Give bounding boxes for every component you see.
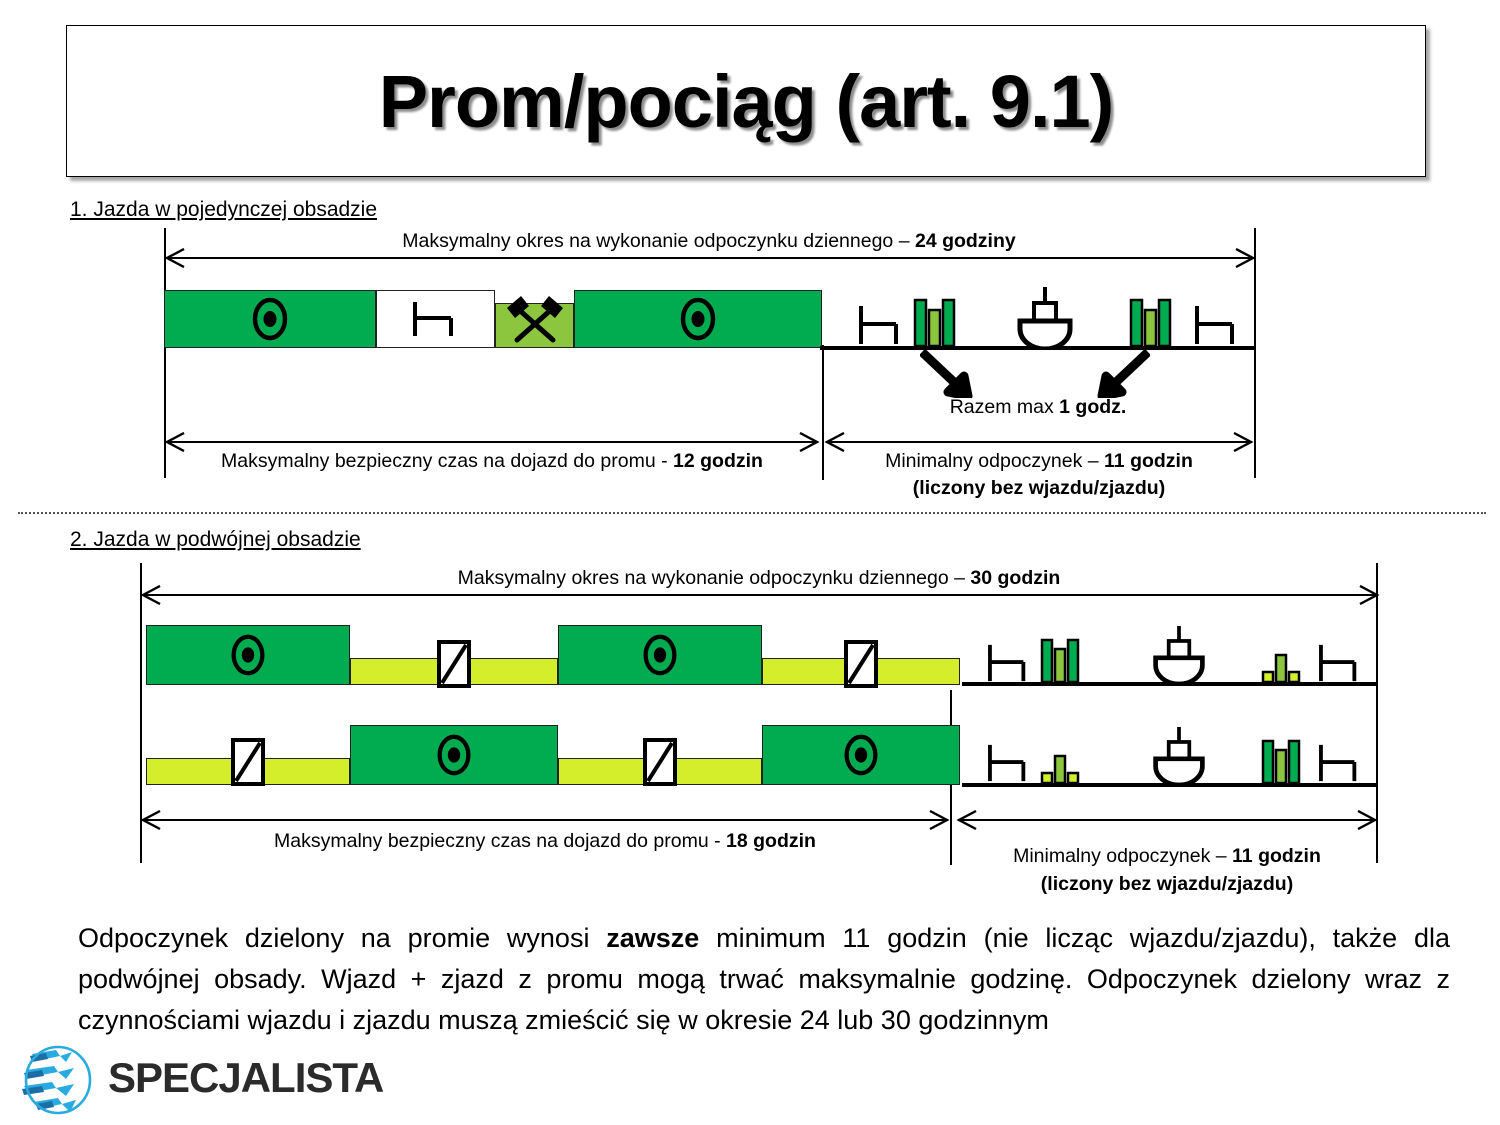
section1-segment-drive-1 — [164, 290, 376, 348]
section2-top-span-label: Maksymalny okres na wykonanie odpoczynku dziennego – 30 godzin — [457, 567, 1061, 589]
footer-paragraph-part2: minimum 11 godzin (nie licząc wjazdu/zjazdu), także dla podwójnej obsady. Wjazd + zjazd z promu mogą trwać maksymalnie godzinę. Odpoczynek dzielony wraz z czynnościami wjazdu i zjazdu muszą zmieścić się w okresie 24 lub 30 godzinnym — [78, 923, 1450, 1035]
steering-wheel-icon — [675, 296, 721, 342]
steering-wheel-icon — [638, 633, 682, 677]
section1-top-span-label: Maksymalny okres na wykonanie odpoczynku dziennego – 24 godziny — [402, 230, 1016, 252]
section2-row1-segment-drive-2 — [558, 625, 762, 685]
ferry-boat-icon — [1012, 287, 1078, 349]
section2-row1-segment-availability-2 — [762, 658, 960, 685]
logo-text: SPECJALISTA — [108, 1054, 384, 1101]
steering-wheel-icon — [839, 733, 883, 777]
brand-logo — [8, 1040, 384, 1120]
section2-row2-segment-availability-1 — [146, 758, 350, 785]
callout-arrow-right — [1090, 350, 1150, 398]
footer-paragraph-bold: zawsze — [606, 923, 700, 953]
callout-arrow-left — [920, 350, 980, 398]
section1-left-span-arrow — [164, 432, 820, 452]
section2-row2-segment-drive-2 — [762, 725, 960, 785]
section2-right-span-label: Minimalny odpoczynek – 11 godzin — [1013, 845, 1321, 867]
section2-top-span-arrow — [140, 585, 1380, 605]
slash-box-icon — [435, 639, 473, 689]
section2-row2-segment-drive-1 — [350, 725, 558, 785]
title-box — [66, 25, 1426, 177]
loading-bars-small-icon — [1261, 653, 1303, 684]
section1-segment-drive-2 — [574, 290, 822, 348]
bed-rest-icon — [856, 303, 908, 347]
section1-callout-label: Razem max 1 godz. — [949, 396, 1127, 418]
ferry-boat-icon — [1148, 727, 1210, 785]
steering-wheel-icon — [226, 633, 270, 677]
section-divider — [18, 512, 1486, 514]
bed-rest-icon — [409, 298, 463, 340]
slash-box-icon — [229, 737, 267, 787]
section1-segment-other-work-1 — [495, 303, 574, 348]
section2-row1-segment-availability-1 — [350, 658, 558, 685]
section1-right-span-label-line2: (liczony bez wjazdu/zjazdu) — [912, 477, 1166, 499]
section1-right-span-arrow — [824, 432, 1254, 452]
loading-bars-small-icon — [1040, 754, 1082, 785]
loading-bars-tall-icon — [1261, 739, 1303, 785]
loading-bars-icon — [1129, 298, 1173, 348]
section1-top-span-arrow — [164, 248, 1256, 268]
section2-right-span-arrow — [956, 810, 1378, 830]
section1-left-span-label: Maksymalny bezpieczny czas na dojazd do promu - 12 godzin — [221, 450, 763, 472]
bed-rest-icon — [985, 642, 1035, 684]
loading-bars-tall-icon — [1040, 638, 1082, 684]
slash-box-icon — [641, 737, 679, 787]
bed-rest-icon — [1316, 642, 1366, 684]
footer-paragraph-part1: Odpoczynek dzielony na promie wynosi — [78, 923, 607, 953]
section2-row2-segment-availability-2 — [558, 758, 762, 785]
section2-row1-segment-drive-1 — [146, 625, 350, 685]
steering-wheel-icon — [247, 296, 293, 342]
section2-left-span-arrow — [140, 810, 950, 830]
section-1-heading: 1. Jazda w pojedynczej obsadzie — [70, 198, 378, 221]
section1-right-span-label: Minimalny odpoczynek – 11 godzin — [885, 450, 1193, 472]
section1-segment-rest-1 — [376, 290, 495, 348]
steering-wheel-icon — [432, 733, 476, 777]
crossed-hammers-icon — [499, 294, 571, 348]
page-title: Prom/pociąg (art. 9.1) — [378, 59, 1114, 143]
bed-rest-icon — [985, 742, 1035, 784]
footer-paragraph — [78, 918, 1450, 1041]
section2-left-span-label: Maksymalny bezpieczny czas na dojazd do promu - 18 godzin — [274, 830, 816, 852]
bed-rest-icon — [1316, 742, 1366, 784]
slash-box-icon — [842, 639, 880, 689]
section2-right-span-label-line2: (liczony bez wjazdu/zjazdu) — [1040, 873, 1294, 895]
section-2-heading: 2. Jazda w podwójnej obsadzie — [70, 528, 361, 551]
loading-bars-icon — [913, 298, 957, 348]
globe-arrows-icon — [16, 1042, 100, 1118]
bed-rest-icon — [1192, 303, 1244, 347]
ferry-boat-icon — [1148, 626, 1210, 684]
